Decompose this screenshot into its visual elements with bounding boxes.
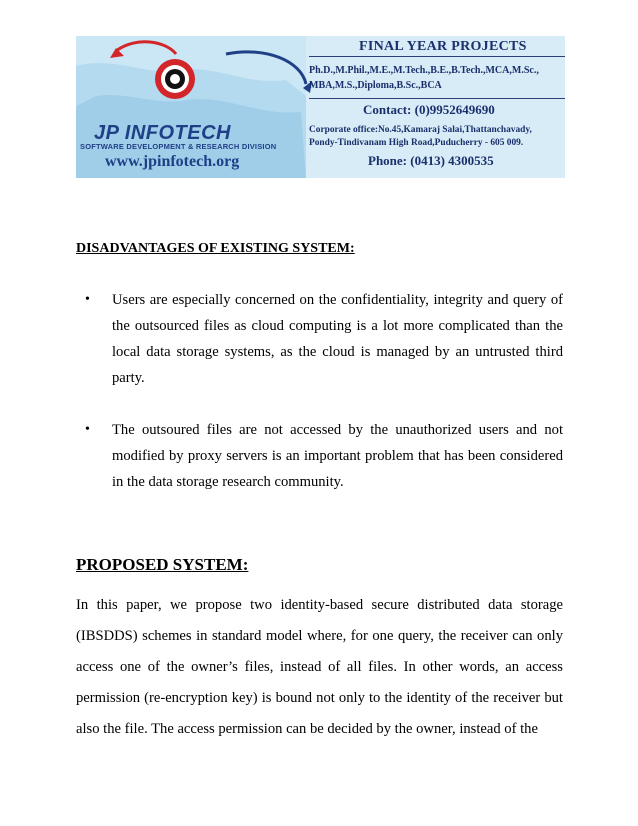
banner-contact: Contact: (0)9952649690 [363,102,495,117]
banner-heading: FINAL YEAR PROJECTS [359,39,527,54]
proposed-heading: PROPOSED SYSTEM: [76,555,249,574]
banner-degrees [309,63,565,93]
bullet-icon: • [85,292,90,307]
list-item [76,417,563,495]
office-line: Corporate office:No.45,Kamaraj Salai,Thattanchavady, [309,125,532,135]
banner-divider [309,98,565,99]
brand-website: www.jpinfotech.org [105,153,240,170]
disadvantages-heading: DISADVANTAGES OF EXISTING SYSTEM: [76,241,355,256]
bullet-text: Users are especially concerned on the confidentiality, integrity and query of the outsourced files as cloud computing is a lot more complicated than the local data storage systems, as the cloud is managed by an untrusted third party. [112,292,563,386]
banner-divider [309,56,565,57]
bullet-text: The outsoured files are not accessed by the unauthorized users and not modified by proxy servers is an important problem that has been considered in the data storage research community. [112,422,563,490]
list-item [76,287,563,391]
office-line: Pondy-Tindivanam High Road,Puducherry - 605 009. [309,138,524,148]
bullet-icon: • [85,422,90,437]
brand-name: JP INFOTECH [94,122,231,144]
header-banner [76,36,565,178]
banner-phone: Phone: (0413) 4300535 [368,153,494,168]
proposed-paragraph: In this paper, we propose two identity-based secure distributed data storage (IBSDDS) schemes in standard model where, for one query, the receiver can only access one of the owner’s files, instead of all files. In other words, an access permission (re-encryption key) is bound not only to the identity of the receiver but also the file. The access permission can be decided by the owner, instead of the [76,597,563,737]
degrees-line: MBA,M.S.,Diploma,B.Sc.,BCA [309,80,442,91]
brand-division: SOFTWARE DEVELOPMENT & RESEARCH DIVISION [80,142,277,151]
banner-office [309,124,565,150]
jp-infotech-logo-icon [152,56,198,102]
disadvantages-list [76,287,563,495]
degrees-line: Ph.D.,M.Phil.,M.E.,M.Tech.,B.E.,B.Tech.,MCA,M.Sc., [309,65,539,76]
